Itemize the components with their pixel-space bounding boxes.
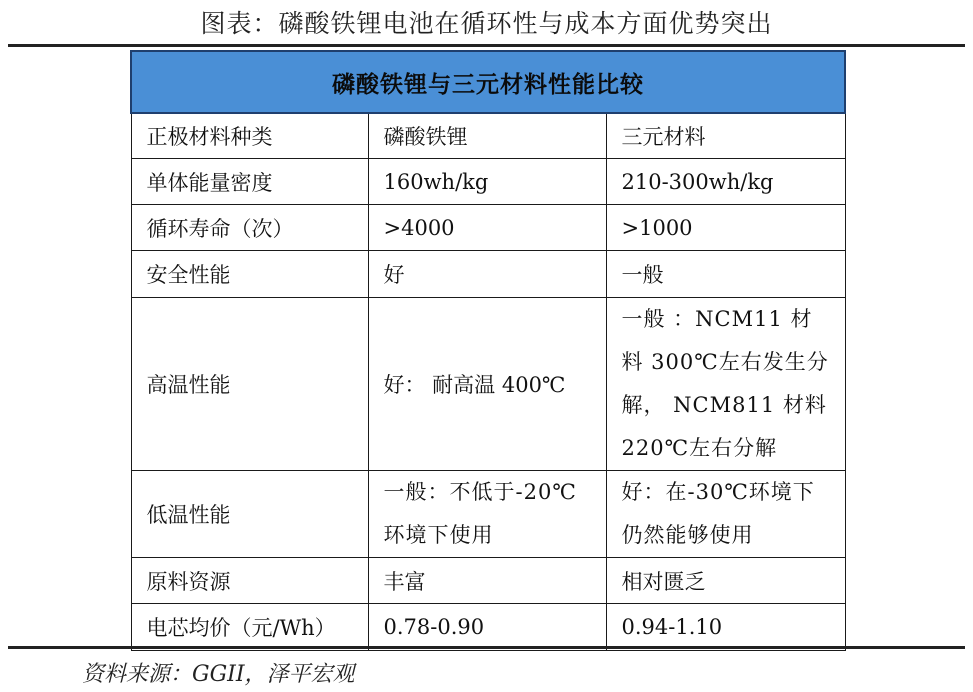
table-row <box>131 471 845 558</box>
lfp-cell: 160wh/kg <box>368 159 606 205</box>
table-row <box>131 251 845 298</box>
lfp-cell: 好 <box>368 251 606 298</box>
table-row <box>131 558 845 604</box>
table-row <box>131 159 845 205</box>
table-row <box>131 298 845 471</box>
table-header-row <box>131 51 845 113</box>
row-label-cathode-type: 正极材料种类 <box>131 113 368 159</box>
figure-title: 图表：磷酸铁锂电池在循环性与成本方面优势突出 <box>200 9 773 38</box>
ncm-cell: 好：在-30℃环境下仍然能够使用 <box>606 471 845 558</box>
row-label-low-temp: 低温性能 <box>131 471 368 558</box>
table-header: 磷酸铁锂与三元材料性能比较 <box>131 51 845 113</box>
lfp-cell: 0.78-0.90 <box>368 604 606 651</box>
row-label-energy-density: 单体能量密度 <box>131 159 368 205</box>
row-label-safety: 安全性能 <box>131 251 368 298</box>
row-label-high-temp: 高温性能 <box>131 298 368 471</box>
lfp-cell: >4000 <box>368 205 606 251</box>
row-label-cell-price: 电芯均价（元/Wh） <box>131 604 368 651</box>
table-row <box>131 604 845 651</box>
comparison-table <box>130 50 846 651</box>
row-label-raw-material: 原料资源 <box>131 558 368 604</box>
table-row <box>131 205 845 251</box>
top-rule <box>8 44 965 47</box>
bottom-rule <box>8 646 965 649</box>
ncm-cell: 三元材料 <box>606 113 845 159</box>
row-label-cycle-life: 循环寿命（次） <box>131 205 368 251</box>
source-note: 资料来源：GGII，泽平宏观 <box>82 662 355 687</box>
lfp-cell: 好： 耐高温 400℃ <box>368 298 606 471</box>
lfp-cell: 磷酸铁锂 <box>368 113 606 159</box>
ncm-cell: 相对匮乏 <box>606 558 845 604</box>
lfp-cell: 丰富 <box>368 558 606 604</box>
ncm-cell: >1000 <box>606 205 845 251</box>
ncm-cell: 0.94-1.10 <box>606 604 845 651</box>
table-row <box>131 113 845 159</box>
lfp-cell: 一般：不低于-20℃环境下使用 <box>368 471 606 558</box>
ncm-cell: 210-300wh/kg <box>606 159 845 205</box>
ncm-cell: 一般 <box>606 251 845 298</box>
ncm-cell: 一般 ：NCM11 材料 300℃左右发生分解， NCM811 材料 220℃左右分解 <box>606 298 845 471</box>
